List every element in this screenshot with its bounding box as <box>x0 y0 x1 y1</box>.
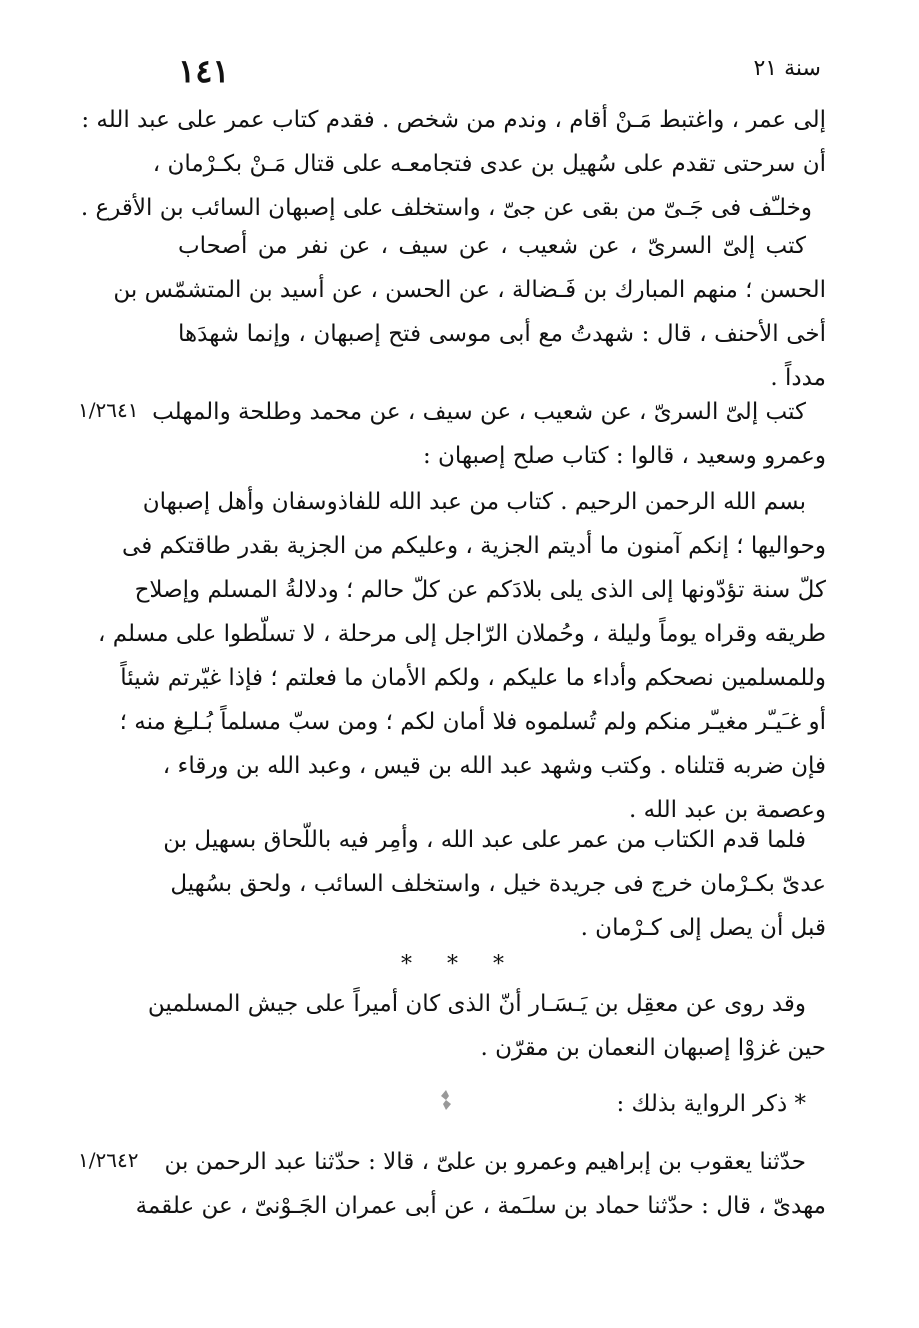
text-line: أخى الأحنف ، قال : شهدتُ مع أبى موسى فتح إصبهان ، وإنما شهدَها <box>178 321 826 347</box>
text-line: بسم الله الرحمن الرحيم . كتاب من عبد الله للفاذوسفان وأهل إصبهان <box>142 489 806 515</box>
text-line: أن سرحتى تقدم على سُهيل بن عدى فتجامعـه على قتال مَـنْ بكـرْمان ، <box>152 151 826 177</box>
text-line: قبل أن يصل إلى كـرْمان . <box>580 915 826 941</box>
running-head-year: سنة ٢١ <box>753 56 821 81</box>
text-line: حين غزوْا إصبهان النعمان بن مقرّن . <box>480 1035 826 1061</box>
text-line: كلّ سنة تؤدّونها إلى الذى يلى بلادَكم عن كلّ حالم ؛ ودلالةُ المسلم وإصلاح <box>134 577 826 603</box>
paragraph-4 <box>98 480 826 832</box>
text-line: إلى عمر ، واغتبط مَـنْ أقام ، وندم من شخص . فقدم كتاب عمر على عبد الله : <box>81 107 826 133</box>
text-line: أو غـَيـّر مغيـّر منكم ولم تُسلموه فلا أمان لكم ؛ ومن سبّ مسلماً بُـلـِغ منه ؛ <box>119 709 826 735</box>
text-line: وعصمة بن عبد الله . <box>629 797 826 823</box>
text-line: حدّثنا يعقوب بن إبراهيم وعمرو بن علىّ ، قالا : حدّثنا عبد الرحمن بن <box>164 1149 806 1175</box>
paragraph-5 <box>163 818 826 950</box>
text-line: وخلـّف فى جَـىّ من بقى عن جىّ ، واستخلف على إصبهان السائب بن الأقرع . <box>80 195 812 221</box>
margin-reference: ١/٢٦٤٢ <box>78 1148 139 1172</box>
text-line: وللمسلمين نصحكم وأداء ما عليكم ، ولكم الأمان ما فعلتم ؛ فإذا غيّرتم شيئاً <box>120 665 826 691</box>
paragraph-6 <box>147 982 826 1070</box>
text-line: طريقه وقراه يوماً وليلة ، وحُملان الرّاجل إلى مرحلة ، لا تسلّطوا على مسلم ، <box>98 621 826 647</box>
text-line: * ذكر الرواية بذلك : <box>616 1091 806 1117</box>
text-line: مدداً . <box>770 365 826 391</box>
text-line: مهدىّ ، قال : حدّثنا حماد بن سلـَمة ، عن أبى عمران الجَـوْنىّ ، عن علقمة <box>135 1193 826 1219</box>
text-line: وحواليها ؛ إنكم آمنون ما أديتم الجزية ، وعليكم من الجزية بقدر طاقتكم فى <box>122 533 826 559</box>
text-line: عدىّ بكـرْمان خرج فى جريدة خيل ، واستخلف السائب ، ولحق بسُهيل <box>170 871 826 897</box>
paragraph-8 <box>135 1140 826 1228</box>
text-line: كتب إلىّ السرىّ ، عن شعيب ، عن سيف ، عن نفر من أصحاب <box>178 233 806 259</box>
text-line: كتب إلىّ السرىّ ، عن شعيب ، عن سيف ، عن محمد وطلحة والمهلب <box>152 399 806 425</box>
margin-reference: ١/٢٦٤١ <box>78 398 139 422</box>
text-line: فإن ضربه قتلناه . وكتب وشهد عبد الله بن قيس ، وعبد الله بن ورقاء ، <box>162 753 826 779</box>
paragraph-2 <box>113 224 826 400</box>
paragraph-3 <box>152 390 826 478</box>
section-separator: * * * <box>401 952 518 977</box>
page-header <box>0 44 919 94</box>
text-line: وعمرو وسعيد ، قالوا : كتاب صلح إصبهان : <box>422 443 826 469</box>
text-line: فلما قدم الكتاب من عمر على عبد الله ، وأمِر فيه باللّحاق بسهيل بن <box>163 827 806 853</box>
page-number: ١٤١ <box>178 52 230 90</box>
text-line: الحسن ؛ منهم المبارك بن فَـضالة ، عن الحسن ، عن أسيد بن المتشمّس بن <box>113 277 826 303</box>
paragraph-7 <box>178 1082 826 1126</box>
text-line: وقد روى عن معقِل بن يَـسَـار أنّ الذى كان أميراً على جيش المسلمين <box>147 991 806 1017</box>
ornament-mark <box>437 1088 455 1112</box>
paragraph-1 <box>80 98 826 230</box>
